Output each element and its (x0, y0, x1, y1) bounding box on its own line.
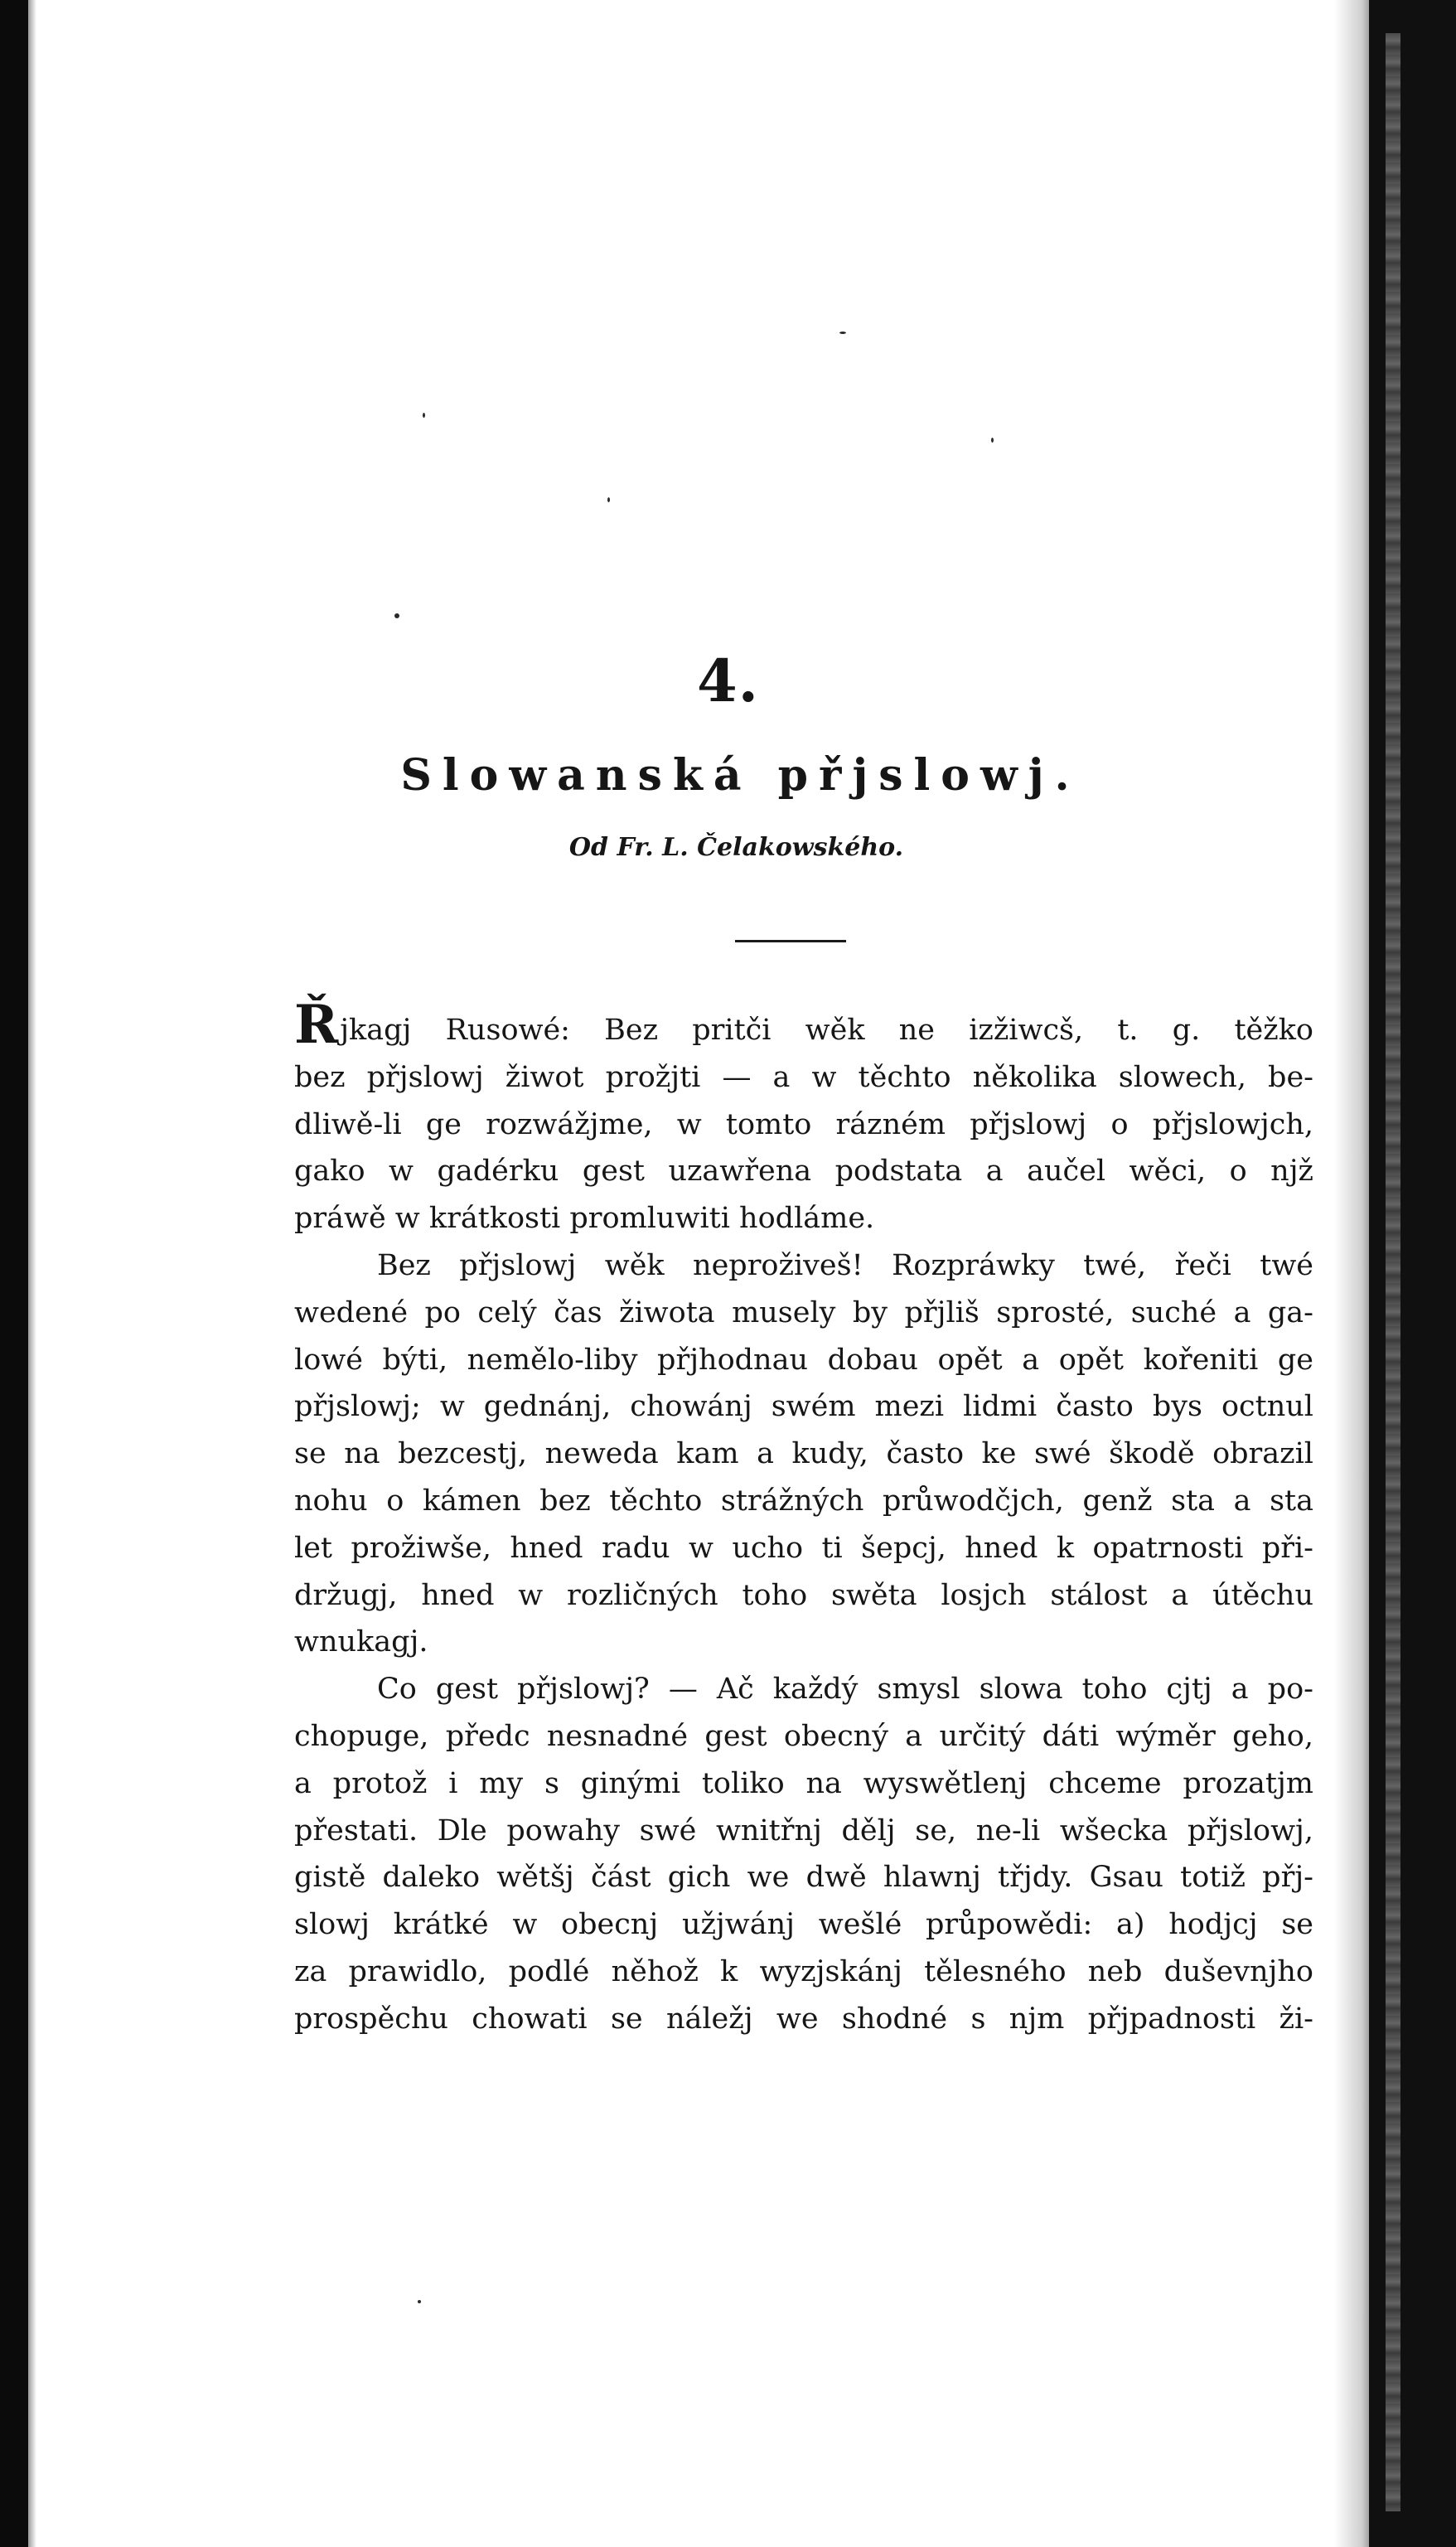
left-edge-shadow (28, 0, 36, 2547)
title-divider (735, 940, 846, 942)
binding-texture (1386, 33, 1400, 2511)
chapter-number: 4. (696, 646, 760, 715)
scan-speck (418, 2300, 421, 2303)
scan-speck (839, 332, 846, 334)
drop-cap: Ř (294, 994, 339, 1056)
text-line: držugj, hned w rozličných toho swěta losjch stálost a útěchu (294, 1578, 1313, 1612)
text-line: slowj krátké w obecnj užjwánj wešlé průpowědi: a) hodjcj se (294, 1908, 1313, 1942)
text-line: a protož i my s ginými toliko na wyswětlenj chceme prozatjm (294, 1766, 1313, 1800)
text-line: se na bezcestj, neweda kam a kudy, často ke swé škodě obrazil (294, 1437, 1313, 1471)
scan-speck (423, 413, 425, 418)
text-line: za prawidlo, podlé něhož k wyzjskánj tělesného neb duševnjho (294, 1954, 1313, 1988)
right-page-gutter (1369, 0, 1456, 2547)
text-line: přjslowj; w gednánj, chowánj swém mezi lidmi často bys octnul (294, 1390, 1313, 1424)
text-line: přestati. Dle powahy swé wnitřnj dělj se, ne-li wšecka přjslowj, (294, 1813, 1313, 1847)
scan-speck (607, 497, 610, 502)
left-page-edge (0, 0, 28, 2547)
text-line: lowé býti, nemělo-liby přjhodnau dobau opět a opět kořeniti ge (294, 1343, 1313, 1377)
text-line: gistě daleko wětšj část gich we dwě hlawnj třjdy. Gsau totiž přj- (294, 1861, 1313, 1895)
body-text (294, 994, 1313, 2043)
text-line: let prožiwše, hned radu w ucho ti šepcj, hned k opatrnosti při- (294, 1531, 1313, 1565)
chapter-title: Slowanská přjslowj. (400, 750, 1081, 801)
text-line: Co gest přjslowj? — Ač každý smysl slowa toho cjtj a po- (377, 1673, 1313, 1707)
text-line: práwě w krátkosti promluwiti hodláme. (294, 1202, 875, 1236)
text-line: Bez přjslowj wěk neproživeš! Rozpráwky twé, řeči twé (377, 1248, 1313, 1282)
text-line: wedené po celý čas žiwota musely by přjliš sprosté, suché a ga- (294, 1295, 1313, 1329)
text-line: dliwě-li ge rozwážjme, w tomto rázném přjslowj o přjslowjch, (294, 1107, 1313, 1141)
scan-speck (394, 613, 399, 618)
text-line: nohu o kámen bez těchto strážných průwodčjch, genž sta a sta (294, 1484, 1313, 1518)
scan-speck (991, 438, 994, 443)
text-line: prospěchu chowati se náležj we shodné s njm přjpadnosti ži- (294, 2002, 1313, 2036)
text-line: chopuge, předc nesnadné gest obecný a určitý dáti wýměr geho, (294, 1719, 1313, 1753)
chapter-author: Od Fr. L. Čelakowského. (568, 833, 904, 862)
text-line (294, 994, 1313, 1056)
text-line: gako w gadérku gest uzawřena podstata a aučel wěci, o njž (294, 1155, 1313, 1189)
text-line: wnukagj. (294, 1625, 428, 1659)
text-line: bez přjslowj žiwot prožjti — a w těchto několika slowech, be- (294, 1060, 1313, 1094)
first-line-text: jkagj Rusowé: Bez pritči wěk ne izžiwcš, t. g. těžko (340, 1014, 1313, 1047)
